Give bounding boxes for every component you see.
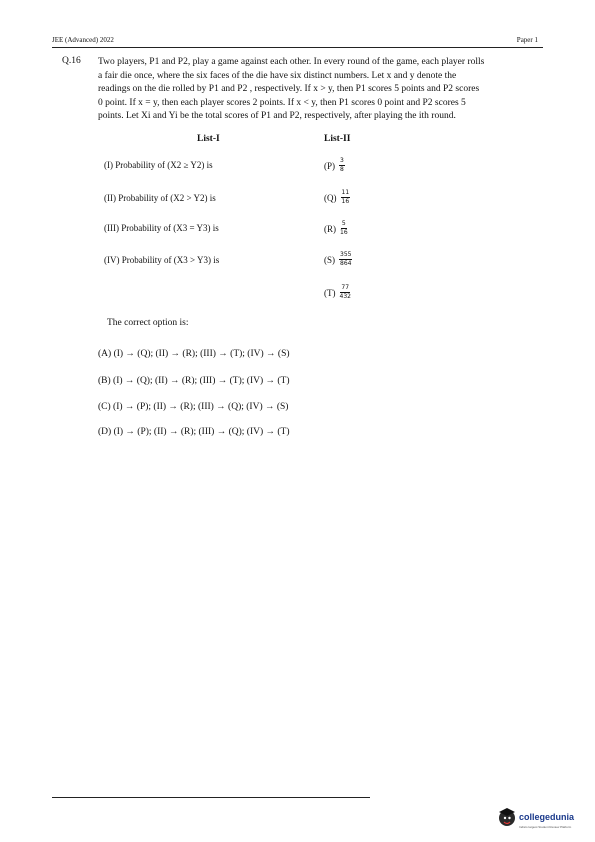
fraction-denominator: 8	[340, 166, 344, 173]
fraction-denominator: 16	[340, 229, 348, 236]
question-line-4: 0 point. If x = y, then each player scores 2 points. If x < y, then P1 scores 0 point and P2 scores 5	[98, 97, 466, 108]
fraction-denominator: 432	[339, 293, 351, 300]
list-2-item-t	[324, 284, 351, 301]
question-line-3: readings on the die rolled by P1 and P2 , respectively. If x > y, then P1 scores 5 points and P2 scores	[98, 84, 480, 94]
list-2-item-q	[324, 189, 350, 206]
list-2-item-s	[324, 251, 352, 268]
correct-option-prompt: The correct option is:	[107, 318, 189, 328]
fraction-numerator: 5	[341, 220, 346, 227]
list-1-item-iii: (III) Probability of (X3 = Y3) is	[104, 223, 219, 233]
list-1-item-iv: (IV) Probability of (X3 > Y3) is	[104, 255, 220, 265]
option-b[interactable]: (B) (I) → (Q); (II) → (R); (III) → (T); (IV) → (T)	[98, 376, 290, 386]
option-c[interactable]: (C) (I) → (P); (II) → (R); (III) → (Q); (IV) → (S)	[98, 402, 289, 412]
list-2-label: (P)	[324, 160, 335, 171]
fraction-numerator: 11	[341, 189, 350, 196]
question-line-1: Two players, P1 and P2, play a game against each other. In every round of the game, each player rolls	[98, 57, 485, 67]
list-2-label: (R)	[324, 223, 336, 234]
list-2-heading: List-II	[324, 134, 351, 144]
list-2-label: (Q)	[324, 192, 337, 203]
fraction	[339, 157, 345, 174]
fraction-denominator: 16	[341, 198, 350, 205]
option-a[interactable]: (A) (I) → (Q); (II) → (R); (III) → (T); (IV) → (S)	[98, 349, 290, 359]
fraction	[341, 189, 351, 206]
list-1-item-i: (I) Probability of (X2 ≥ Y2) is	[104, 160, 213, 170]
fraction	[339, 251, 352, 268]
fraction-numerator: 3	[340, 157, 344, 164]
fraction-numerator: 77	[341, 284, 350, 291]
logo-tagline: India's largest Student Review Platform	[519, 825, 572, 829]
header-paper-number: Paper 1	[516, 36, 538, 44]
question-line-5: points. Let Xi and Yi be the total scores of P1 and P2, respectively, after playing the ith round.	[98, 111, 456, 121]
question-text	[98, 56, 538, 124]
option-d[interactable]: (D) (I) → (P); (II) → (R); (III) → (Q); (IV) → (T)	[98, 427, 290, 437]
list-2-item-r	[324, 220, 348, 237]
header-divider	[52, 47, 543, 48]
logo-wordmark: collegedunia	[519, 812, 575, 822]
list-2-item-p	[324, 157, 345, 174]
question-number: Q.16	[62, 56, 81, 66]
footer-divider	[52, 797, 370, 798]
list-1-item-ii: (II) Probability of (X2 > Y2) is	[104, 193, 216, 203]
list-1-heading: List-I	[197, 134, 220, 144]
fraction	[340, 284, 351, 301]
header-exam-name: JEE (Advanced) 2022	[52, 36, 114, 44]
fraction-denominator: 864	[340, 260, 352, 267]
fraction	[340, 220, 348, 237]
question-line-2: a fair die once, where the six faces of the die have six distinct numbers. Let x and y denote the	[98, 70, 457, 81]
list-2-label: (S)	[324, 254, 335, 265]
fraction-numerator: 355	[340, 251, 352, 258]
list-2-label: (T)	[324, 287, 336, 298]
